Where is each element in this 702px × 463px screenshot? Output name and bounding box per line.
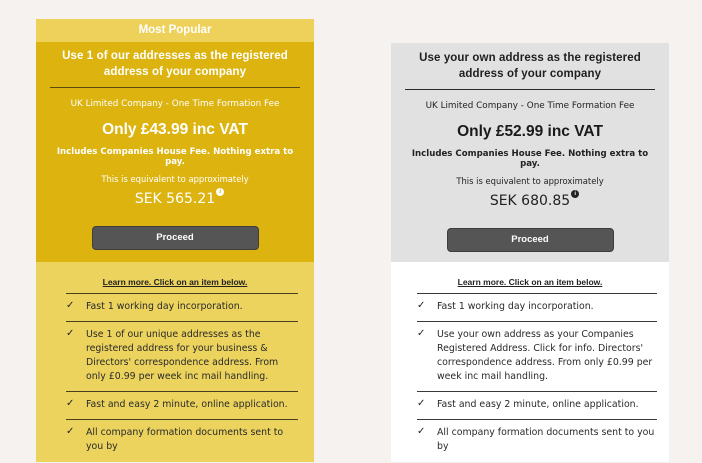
feature-item[interactable]: ✓ All company formation documents sent to you by <box>417 419 657 461</box>
package-card-our-address <box>36 19 314 459</box>
feature-list <box>403 293 657 461</box>
feature-item[interactable]: ✓ Fast and easy 2 minute, online application. <box>417 391 657 419</box>
feature-item[interactable]: ✓ Fast 1 working day incorporation. <box>417 293 657 321</box>
sek-amount: SEK 680.85 <box>489 193 571 209</box>
divider <box>405 89 655 90</box>
proceed-button[interactable]: Proceed <box>447 228 614 252</box>
info-icon[interactable]: i <box>571 190 579 198</box>
feature-item[interactable]: ✓ Use your own address as your Companies Registered Address. Click for info. Directors' correspondence address. From only £0.99 per week inc mail handling. <box>417 321 657 391</box>
check-icon: ✓ <box>417 426 426 437</box>
check-icon: ✓ <box>417 328 426 339</box>
equivalent-note: This is equivalent to approximately <box>101 174 249 184</box>
package-title: Use your own address as the registered address of your company <box>419 52 641 80</box>
feature-item[interactable]: ✓ Fast and easy 2 minute, online application. <box>66 391 298 419</box>
info-icon[interactable]: i <box>216 188 224 196</box>
feature-list <box>52 293 298 461</box>
proceed-button[interactable]: Proceed <box>92 226 259 250</box>
check-icon: ✓ <box>66 398 75 409</box>
features-section <box>36 262 314 462</box>
includes-note: Includes Companies House Fee. Nothing extra to pay. <box>56 147 294 167</box>
price: Only £52.99 inc VAT <box>457 123 603 140</box>
feature-item[interactable]: ✓ All company formation documents sent to you by <box>66 419 298 461</box>
equivalent-note: This is equivalent to approximately <box>456 176 604 186</box>
feature-item[interactable]: ✓ Use 1 of our unique addresses as the registered address for your business & Directors' correspondence address. From only £0.99 per week inc mail handling. <box>66 321 298 391</box>
check-icon: ✓ <box>66 300 75 311</box>
learn-more-link[interactable]: Learn more. Click on an item below. <box>457 277 603 287</box>
currency-equivalent <box>134 189 221 207</box>
fee-type-label: UK Limited Company - One Time Formation Fee <box>70 99 280 109</box>
learn-more-link[interactable]: Learn more. Click on an item below. <box>102 277 248 287</box>
fee-type-label: UK Limited Company - One Time Formation Fee <box>425 101 635 111</box>
feature-item[interactable]: ✓ Fast 1 working day incorporation. <box>66 293 298 321</box>
check-icon: ✓ <box>417 398 426 409</box>
check-icon: ✓ <box>417 300 426 311</box>
features-section <box>391 262 669 462</box>
currency-equivalent <box>489 191 576 209</box>
check-icon: ✓ <box>66 328 75 339</box>
card-header <box>36 42 314 262</box>
sek-amount: SEK 565.21 <box>134 191 216 207</box>
check-icon: ✓ <box>66 426 75 437</box>
most-popular-banner: Most Popular <box>36 19 314 42</box>
package-card-own-address <box>391 43 669 463</box>
package-title: Use 1 of our addresses as the registered address of your company <box>62 50 288 78</box>
price: Only £43.99 inc VAT <box>102 121 248 138</box>
card-header <box>391 43 669 262</box>
divider <box>50 87 300 88</box>
includes-note: Includes Companies House Fee. Nothing extra to pay. <box>411 149 649 169</box>
